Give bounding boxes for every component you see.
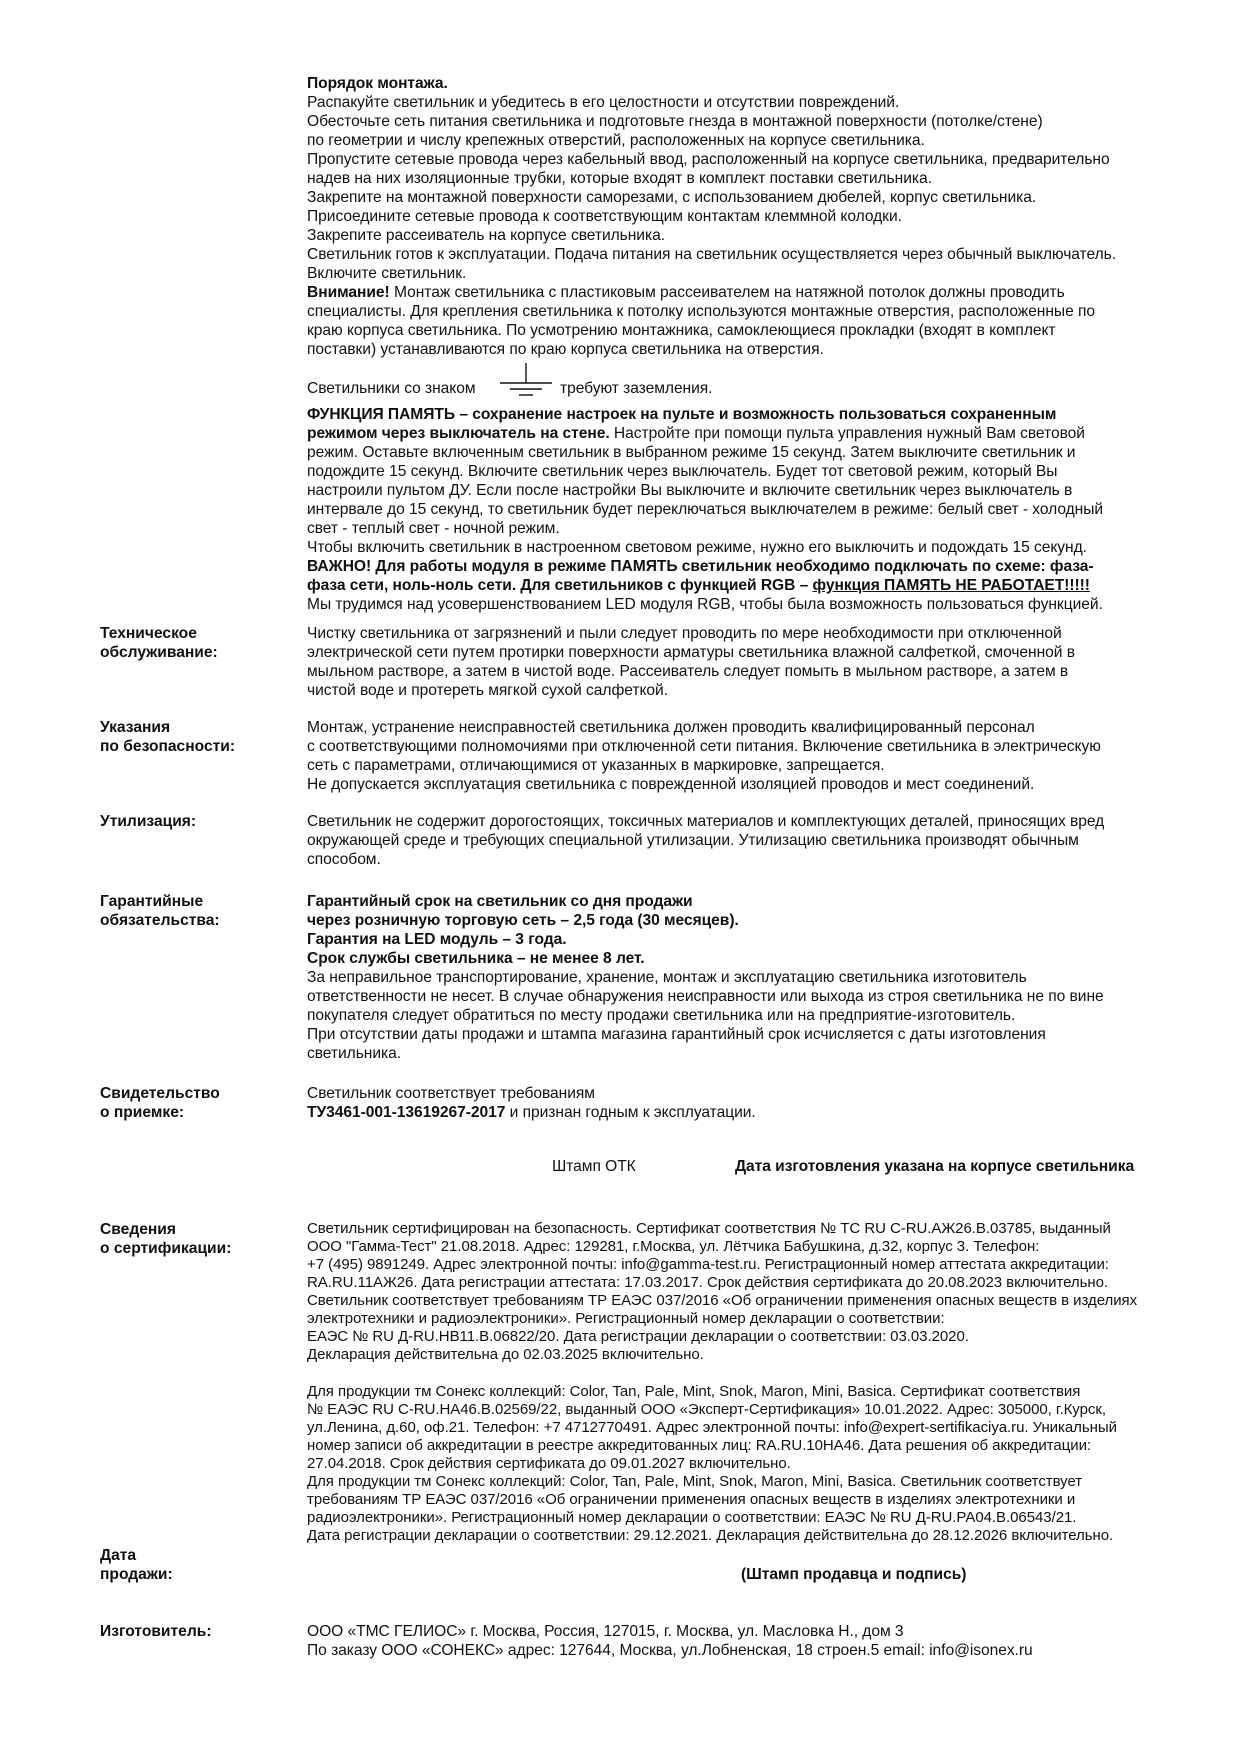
- manufacture-date-note: Дата изготовления указана на корпусе светильника: [735, 1158, 1135, 1175]
- mounting-line: Обесточьте сеть питания светильника и подготовьте гнезда в монтажной поверхности (потолке/стене): [307, 113, 1043, 130]
- manufacturer-line: По заказу ООО «СОНЕКС» адрес: 127644, Москва, ул.Лобненская, 18 строен.5 email: info@isonex.ru: [307, 1642, 1033, 1659]
- attention-text: Монтаж светильника с пластиковым рассеивателем на натяжной потолок должны проводить: [389, 284, 1065, 301]
- manufacturer-label: Изготовитель:: [100, 1623, 212, 1640]
- memory-line: свет - теплый свет - ночной режим.: [307, 520, 560, 537]
- attention-line: поставки) устанавливаются по краю корпуса светильника на отверстия.: [307, 341, 824, 358]
- memory-text: Настройте при помощи пульта управления нужный Вам световой: [609, 425, 1085, 442]
- memory-line: режим. Оставьте включенным светильник в выбранном режиме 15 секунд. Затем выключите светильник и: [307, 444, 1076, 461]
- certification-line: радиоэлектроники». Регистрационный номер декларации о соответствии: ЕАЭС № RU Д-RU.РА04.В.06543/21.: [307, 1509, 1077, 1526]
- attention-line: специалисты. Для крепления светильника к потолку используются монтажные отверстия, расположенные по: [307, 303, 1095, 320]
- disposal-line: Светильник не содержит дорогостоящих, токсичных материалов и комплектующих деталей, приносящих вред: [307, 813, 1105, 830]
- warranty-label: обязательства:: [100, 912, 220, 929]
- important-text: фаза сети, ноль-ноль сети. Для светильников с функцией RGB –: [307, 577, 813, 594]
- mounting-line: Закрепите на монтажной поверхности саморезами, с использованием дюбелей, корпус светильника.: [307, 189, 1037, 206]
- seller-stamp: (Штамп продавца и подпись): [741, 1566, 967, 1583]
- memory-line: настроили пультом ДУ. Если после настройки Вы выключите и включите светильник через выключатель в: [307, 482, 1073, 499]
- warranty-line: При отсутствии даты продажи и штампа магазина гарантийный срок исчисляется с даты изготовления: [307, 1026, 1046, 1043]
- certification-line: № ЕАЭС RU C-RU.НА46.В.02569/22, выданный ООО «Эксперт-Сертификация» 10.01.2022. Адрес: 305000, г.Курск,: [307, 1401, 1106, 1418]
- certification-line: ЕАЭС № RU Д-RU.НВ11.В.06822/20. Дата регистрации декларации о соответствии: 03.03.2020.: [307, 1328, 969, 1345]
- certification-line: Светильник сертифицирован на безопасность. Сертификат соответствия № ТС RU C-RU.АЖ26.В.03785, выданный: [307, 1220, 1111, 1237]
- attention-line: краю корпуса светильника. По усмотрению монтажника, самоклеющиеся прокладки (входят в комплект: [307, 322, 1056, 339]
- acceptance-line: [307, 1103, 756, 1122]
- maintenance-line: Чистку светильника от загрязнений и пыли следует проводить по мере необходимости при отключенной: [307, 625, 1062, 642]
- safety-label: Указания: [100, 719, 171, 736]
- memory-line: подождите 15 секунд. Включите светильник через выключатель. Будет тот световой режим, который Вы: [307, 463, 1058, 480]
- safety-line: Не допускается эксплуатация светильника с поврежденной изоляцией проводов и мест соединений.: [307, 776, 1035, 793]
- mounting-line: Светильник готов к эксплуатации. Подача питания на светильник осуществляется через обычный выключатель.: [307, 246, 1116, 263]
- ground-symbol-icon: [500, 361, 552, 401]
- maintenance-line: мыльном растворе, а затем в чистой воде. Рассеиватель следует помыть в мыльном растворе, а затем в: [307, 663, 1069, 680]
- certification-line: Для продукции тм Сонекс коллекций: Color, Tan, Pale, Mint, Snok, Maron, Mini, Basica. Сертификат соответствия: [307, 1383, 1081, 1400]
- important-warning: функция ПАМЯТЬ НЕ РАБОТАЕТ!!!!!: [812, 577, 1090, 594]
- certification-line: 27.04.2018. Срок действия сертификата до 09.01.2027 включительно.: [307, 1455, 791, 1472]
- memory-line: Чтобы включить светильник в настроенном световом режиме, нужно его выключить и подождать 15 секунд.: [307, 539, 1087, 556]
- mounting-line: по геометрии и числу крепежных отверстий, расположенных на корпусе светильника.: [307, 132, 925, 149]
- maintenance-line: чистой воде и протереть мягкой сухой салфеткой.: [307, 682, 668, 699]
- important-line: [307, 576, 1090, 595]
- otk-stamp: Штамп ОТК: [552, 1158, 636, 1175]
- memory-line: [307, 424, 1085, 443]
- certification-line: +7 (495) 9891249. Адрес электронной почты: info@gamma-test.ru. Регистрационный номер аттестата аккредитации:: [307, 1256, 1109, 1273]
- maintenance-line: электрической сети путем протирки поверхности арматуры светильника влажной салфеткой, смоченной в: [307, 644, 1075, 661]
- maintenance-label: Техническое: [100, 625, 197, 642]
- safety-line: сеть с параметрами, отличающимися от указанных в маркировке, запрещается.: [307, 757, 885, 774]
- certification-line: Декларация действительна до 02.03.2025 включительно.: [307, 1346, 704, 1363]
- mounting-line: надев на них изоляционные трубки, которые входят в комплект поставки светильника.: [307, 170, 932, 187]
- acceptance-label: о приемке:: [100, 1104, 185, 1121]
- mounting-title: Порядок монтажа.: [307, 75, 448, 92]
- mounting-line: Пропустите сетевые провода через кабельный ввод, расположенный на корпусе светильника, предварительно: [307, 151, 1110, 168]
- warranty-line: За неправильное транспортирование, хранение, монтаж и эксплуатацию светильника изготовитель: [307, 969, 1027, 986]
- safety-line: с соответствующими полномочиями при отключенной сети питания. Включение светильника в электрическую: [307, 738, 1101, 755]
- acceptance-label: Свидетельство: [100, 1085, 220, 1102]
- maintenance-label: обслуживание:: [100, 644, 218, 661]
- certification-line: ООО "Гамма-Тест" 21.08.2018. Адрес: 129281, г.Москва, ул. Лётчика Бабушкина, д.32, корпус 3. Телефон:: [307, 1238, 1040, 1255]
- ground-note-prefix: Светильники со знаком: [307, 380, 476, 397]
- certification-line: номер записи об аккредитации в реестре аккредитованных лиц: RA.RU.10НА46. Дата решения об аккредитации:: [307, 1437, 1092, 1454]
- certification-line: Светильник соответствует требованиям ТР ЕАЭС 037/2016 «Об ограничении применения опасных веществ в изделиях: [307, 1292, 1138, 1309]
- warranty-line: ответственности не несет. В случае обнаружения неисправности или выхода из строя светильника не по вине: [307, 988, 1104, 1005]
- sale-date-label: продажи:: [100, 1566, 173, 1583]
- safety-line: Монтаж, устранение неисправностей светильника должен проводить квалифицированный персонал: [307, 719, 1035, 736]
- certification-line: электротехники и радиоэлектроники». Регистрационный номер декларации о соответствии:: [307, 1310, 945, 1327]
- safety-label: по безопасности:: [100, 738, 236, 755]
- sale-date-label: Дата: [100, 1547, 137, 1564]
- acceptance-text: и признан годным к эксплуатации.: [505, 1104, 756, 1121]
- warranty-line: покупателя следует обратиться по месту продажи светильника или на предприятие-изготовитель.: [307, 1007, 1016, 1024]
- spec-number: ТУ3461-001-13619267-2017: [307, 1104, 506, 1121]
- important-line: ВАЖНО! Для работы модуля в режиме ПАМЯТЬ светильник необходимо подключать по схеме: фаза-: [307, 558, 1094, 575]
- memory-line: Мы трудимся над усовершенствованием LED модуля RGB, чтобы была возможность пользоваться функцией.: [307, 596, 1103, 613]
- memory-heading: ФУНКЦИЯ ПАМЯТЬ – сохранение настроек на пульте и возможность пользоваться сохраненным: [307, 406, 1057, 423]
- disposal-label: Утилизация:: [100, 813, 197, 830]
- certification-line: требованиям ТР ЕАЭС 037/2016 «Об ограничении применения опасных веществ в изделиях электротехники и: [307, 1491, 1076, 1508]
- warranty-bold-line: Срок службы светильника – не менее 8 лет.: [307, 950, 645, 967]
- certification-label: Сведения: [100, 1221, 176, 1238]
- ground-note-suffix: требуют заземления.: [560, 380, 713, 397]
- mounting-line: Присоедините сетевые провода к соответствующим контактам клеммной колодки.: [307, 208, 902, 225]
- certification-line: Для продукции тм Сонекс коллекций: Color, Tan, Pale, Mint, Snok, Maron, Mini, Basica. Светильник соответствует: [307, 1473, 1083, 1490]
- disposal-line: окружающей среде и требующих специальной утилизации. Утилизацию светильника производят обычным: [307, 832, 1079, 849]
- certification-line: Дата регистрации декларации о соответствии: 29.12.2021. Декларация действительна до 28.12.2026 включительно.: [307, 1527, 1114, 1544]
- warranty-bold-line: Гарантия на LED модуль – 3 года.: [307, 931, 567, 948]
- mounting-line: Распакуйте светильник и убедитесь в его целостности и отсутствии повреждений.: [307, 94, 900, 111]
- memory-heading-end: режимом через выключатель на стене.: [307, 425, 610, 442]
- manufacturer-line: ООО «ТМС ГЕЛИОС» г. Москва, Россия, 127015, г. Москва, ул. Масловка Н., дом 3: [307, 1623, 904, 1640]
- certification-line: RA.RU.11АЖ26. Дата регистрации аттестата: 17.03.2017. Срок действия сертификата до 20.08.2023 включительно.: [307, 1274, 1108, 1291]
- attention-line: [307, 283, 1065, 302]
- certification-line: ул.Ленина, д.60, оф.21. Телефон: +7 4712770491. Адрес электронной почты: info@expert-sertifikaciya.ru. Уникальный: [307, 1419, 1117, 1436]
- mounting-line: Закрепите рассеиватель на корпусе светильника.: [307, 227, 665, 244]
- warranty-bold-line: Гарантийный срок на светильник со дня продажи: [307, 893, 693, 910]
- disposal-line: способом.: [307, 851, 381, 868]
- mounting-line: Включите светильник.: [307, 265, 467, 282]
- certification-label: о сертификации:: [100, 1240, 232, 1257]
- acceptance-line: Светильник соответствует требованиям: [307, 1085, 595, 1102]
- warranty-bold-line: через розничную торговую сеть – 2,5 года (30 месяцев).: [307, 912, 739, 929]
- warranty-line: светильника.: [307, 1045, 402, 1062]
- warranty-label: Гарантийные: [100, 893, 204, 910]
- attention-label: Внимание!: [307, 284, 390, 301]
- memory-line: интервале до 15 секунд, то светильник будет переключаться выключателем в режиме: белый свет - холодный: [307, 501, 1104, 518]
